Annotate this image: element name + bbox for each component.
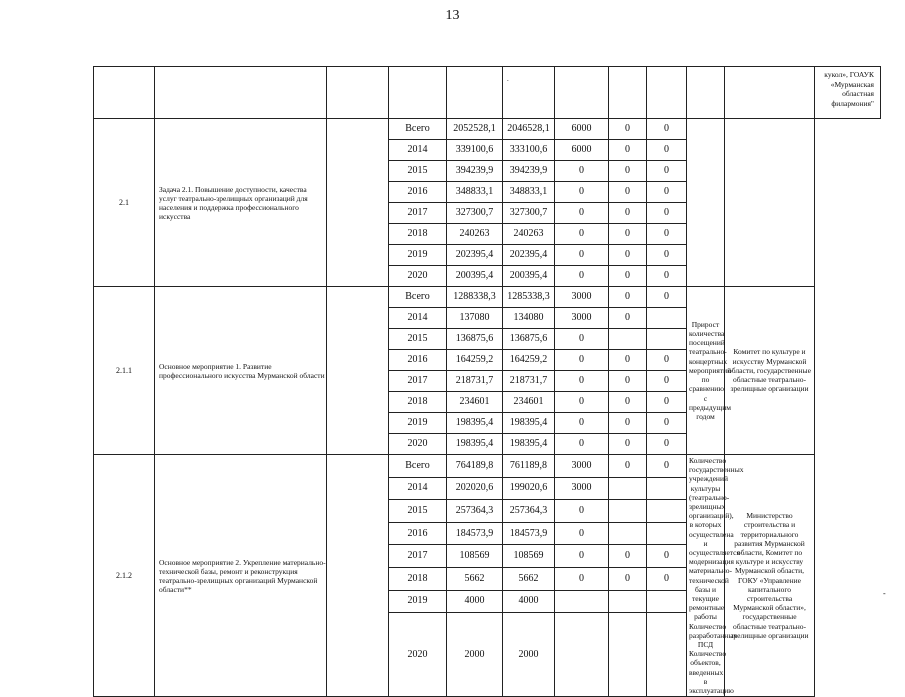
year-cell: Всего [389, 455, 447, 478]
other-cell: 0 [647, 287, 687, 308]
total-cell: 164259,2 [447, 350, 503, 371]
item-code: 2.1 [94, 119, 155, 287]
regional-cell: 2046528,1 [503, 119, 555, 140]
item-name: Основное мероприятие 1. Развитие профессионального искусства Мурманской области [155, 287, 327, 455]
other-cell: 0 [647, 413, 687, 434]
federal-cell [555, 613, 609, 697]
year-cell: 2015 [389, 329, 447, 350]
total-cell: 240263 [447, 224, 503, 245]
federal-cell [555, 590, 609, 613]
local-cell: 0 [609, 203, 647, 224]
total-cell: 200395,4 [447, 266, 503, 287]
table-row [94, 119, 881, 140]
total-cell: 218731,7 [447, 371, 503, 392]
empty-cell [327, 119, 389, 287]
year-cell: 2020 [389, 266, 447, 287]
item-code: 2.1.2 [94, 455, 155, 697]
regional-cell: 5662 [503, 568, 555, 591]
year-cell: 2015 [389, 500, 447, 523]
federal-cell: 0 [555, 350, 609, 371]
other-cell: 0 [647, 350, 687, 371]
total-cell: 234601 [447, 392, 503, 413]
indicator-cell: Количество государственных учреждений культуры (театрально-зрелищных организаций), в которых осуществлена и осуществляется модернизация материально-технической базы и текущие ремонтные работы Количество разработанных ПСД Количество объектов, введенных в эксплуатацию [687, 455, 725, 697]
local-cell: 0 [609, 434, 647, 455]
local-cell: 0 [609, 350, 647, 371]
empty-cell [327, 67, 389, 119]
item-name: Задача 2.1. Повышение доступности, качества услуг театрально-зрелищных организаций для населения и поддержка профессионального искусства [155, 119, 327, 287]
year-cell: 2014 [389, 308, 447, 329]
regional-cell: 333100,6 [503, 140, 555, 161]
federal-cell: 0 [555, 203, 609, 224]
federal-cell: 0 [555, 545, 609, 568]
federal-cell: 6000 [555, 140, 609, 161]
other-cell: 0 [647, 434, 687, 455]
local-cell: 0 [609, 245, 647, 266]
dot-mark: . [503, 67, 555, 119]
federal-cell: 3000 [555, 477, 609, 500]
year-cell: 2017 [389, 545, 447, 568]
local-cell: 0 [609, 545, 647, 568]
executor-cell: Комитет по культуре и искусству Мурманской области, государственные областные театрально-зрелищные организации [725, 287, 815, 455]
total-cell: 4000 [447, 590, 503, 613]
regional-cell: 218731,7 [503, 371, 555, 392]
table-row [94, 287, 881, 308]
regional-cell: 234601 [503, 392, 555, 413]
local-cell: 0 [609, 413, 647, 434]
other-cell [647, 477, 687, 500]
regional-cell: 198395,4 [503, 413, 555, 434]
federal-cell: 0 [555, 500, 609, 523]
local-cell [609, 590, 647, 613]
year-cell: Всего [389, 287, 447, 308]
other-cell: 0 [647, 392, 687, 413]
empty-cell [609, 67, 647, 119]
year-cell: 2017 [389, 203, 447, 224]
regional-cell: 198395,4 [503, 434, 555, 455]
program-table [93, 66, 881, 697]
local-cell [609, 329, 647, 350]
item-code: 2.1.1 [94, 287, 155, 455]
total-cell: 5662 [447, 568, 503, 591]
other-cell [647, 329, 687, 350]
program-table-container [93, 66, 880, 696]
local-cell: 0 [609, 119, 647, 140]
footer-mark: - [883, 589, 886, 598]
page-number: 13 [445, 8, 460, 23]
federal-cell: 0 [555, 329, 609, 350]
total-cell: 348833,1 [447, 182, 503, 203]
regional-cell: 394239,9 [503, 161, 555, 182]
federal-cell: 3000 [555, 308, 609, 329]
other-cell [647, 500, 687, 523]
local-cell: 0 [609, 266, 647, 287]
empty-cell [327, 455, 389, 697]
other-cell: 0 [647, 266, 687, 287]
local-cell: 0 [609, 568, 647, 591]
year-cell: 2017 [389, 371, 447, 392]
local-cell [609, 477, 647, 500]
regional-cell: 2000 [503, 613, 555, 697]
regional-cell: 134080 [503, 308, 555, 329]
year-cell: 2018 [389, 392, 447, 413]
federal-cell: 0 [555, 568, 609, 591]
federal-cell: 6000 [555, 119, 609, 140]
other-cell [647, 308, 687, 329]
total-cell: 394239,9 [447, 161, 503, 182]
regional-cell: 108569 [503, 545, 555, 568]
regional-cell: 348833,1 [503, 182, 555, 203]
local-cell: 0 [609, 371, 647, 392]
executor-cell: Министерство строительства и территориального развития Мурманской области, Комитет по культуре и искусству Мурманской области, ГОКУ «Управление капитального строительства Мурманской области», государственные областные театрально-зрелищные организации [725, 455, 815, 697]
federal-cell: 0 [555, 182, 609, 203]
total-cell: 202020,6 [447, 477, 503, 500]
other-cell: 0 [647, 119, 687, 140]
year-cell: 2016 [389, 182, 447, 203]
total-cell: 137080 [447, 308, 503, 329]
regional-cell: 240263 [503, 224, 555, 245]
local-cell: 0 [609, 455, 647, 478]
federal-cell: 3000 [555, 287, 609, 308]
regional-cell: 202395,4 [503, 245, 555, 266]
local-cell [609, 522, 647, 545]
executor-cell [725, 119, 815, 287]
local-cell: 0 [609, 161, 647, 182]
year-cell: 2018 [389, 224, 447, 245]
local-cell: 0 [609, 308, 647, 329]
regional-cell: 184573,9 [503, 522, 555, 545]
empty-cell [687, 67, 725, 119]
federal-cell: 0 [555, 224, 609, 245]
federal-cell: 0 [555, 266, 609, 287]
regional-cell: 4000 [503, 590, 555, 613]
local-cell: 0 [609, 182, 647, 203]
regional-cell: 327300,7 [503, 203, 555, 224]
other-cell: 0 [647, 182, 687, 203]
local-cell: 0 [609, 224, 647, 245]
total-cell: 136875,6 [447, 329, 503, 350]
total-cell: 198395,4 [447, 413, 503, 434]
year-cell: 2016 [389, 522, 447, 545]
indicator-cell: Прирост количества посещений театрально-концертных мероприятий по сравнению с предыдущим годом [687, 287, 725, 455]
regional-cell: 257364,3 [503, 500, 555, 523]
total-cell: 2052528,1 [447, 119, 503, 140]
total-cell: 184573,9 [447, 522, 503, 545]
year-cell: 2020 [389, 613, 447, 697]
year-cell: 2014 [389, 477, 447, 500]
total-cell: 108569 [447, 545, 503, 568]
regional-cell: 1285338,3 [503, 287, 555, 308]
other-cell: 0 [647, 140, 687, 161]
indicator-cell [687, 119, 725, 287]
regional-cell: 199020,6 [503, 477, 555, 500]
executor-continuation: кукол», ГОАУК «Мурманская областная филармония" [815, 67, 881, 119]
total-cell: 1288338,3 [447, 287, 503, 308]
local-cell: 0 [609, 392, 647, 413]
federal-cell: 0 [555, 161, 609, 182]
total-cell: 2000 [447, 613, 503, 697]
year-cell: 2019 [389, 413, 447, 434]
federal-cell: 0 [555, 522, 609, 545]
federal-cell: 0 [555, 392, 609, 413]
total-cell: 764189,8 [447, 455, 503, 478]
other-cell: 0 [647, 203, 687, 224]
empty-cell [327, 287, 389, 455]
other-cell: 0 [647, 161, 687, 182]
continuation-row [94, 67, 881, 119]
regional-cell: 200395,4 [503, 266, 555, 287]
total-cell: 339100,6 [447, 140, 503, 161]
other-cell [647, 613, 687, 697]
other-cell [647, 590, 687, 613]
empty-cell [155, 67, 327, 119]
other-cell: 0 [647, 224, 687, 245]
empty-cell [389, 67, 447, 119]
federal-cell: 0 [555, 434, 609, 455]
federal-cell: 0 [555, 413, 609, 434]
year-cell: 2020 [389, 434, 447, 455]
empty-cell [447, 67, 503, 119]
federal-cell: 0 [555, 245, 609, 266]
year-cell: 2014 [389, 140, 447, 161]
total-cell: 198395,4 [447, 434, 503, 455]
empty-cell [647, 67, 687, 119]
federal-cell: 0 [555, 371, 609, 392]
regional-cell: 136875,6 [503, 329, 555, 350]
other-cell: 0 [647, 545, 687, 568]
empty-cell [94, 67, 155, 119]
other-cell: 0 [647, 568, 687, 591]
other-cell: 0 [647, 245, 687, 266]
local-cell: 0 [609, 287, 647, 308]
total-cell: 257364,3 [447, 500, 503, 523]
local-cell [609, 613, 647, 697]
other-cell [647, 522, 687, 545]
year-cell: 2015 [389, 161, 447, 182]
local-cell: 0 [609, 140, 647, 161]
regional-cell: 164259,2 [503, 350, 555, 371]
other-cell: 0 [647, 371, 687, 392]
local-cell [609, 500, 647, 523]
table-row [94, 455, 881, 478]
year-cell: 2019 [389, 245, 447, 266]
item-name: Основное мероприятие 2. Укрепление материально-технической базы, ремонт и реконструкция театрально-зрелищных организаций Мурманской области** [155, 455, 327, 697]
total-cell: 327300,7 [447, 203, 503, 224]
other-cell: 0 [647, 455, 687, 478]
year-cell: 2019 [389, 590, 447, 613]
empty-cell [725, 67, 815, 119]
regional-cell: 761189,8 [503, 455, 555, 478]
year-cell: 2016 [389, 350, 447, 371]
federal-cell: 3000 [555, 455, 609, 478]
empty-cell [555, 67, 609, 119]
total-cell: 202395,4 [447, 245, 503, 266]
year-cell: 2018 [389, 568, 447, 591]
year-cell: Всего [389, 119, 447, 140]
